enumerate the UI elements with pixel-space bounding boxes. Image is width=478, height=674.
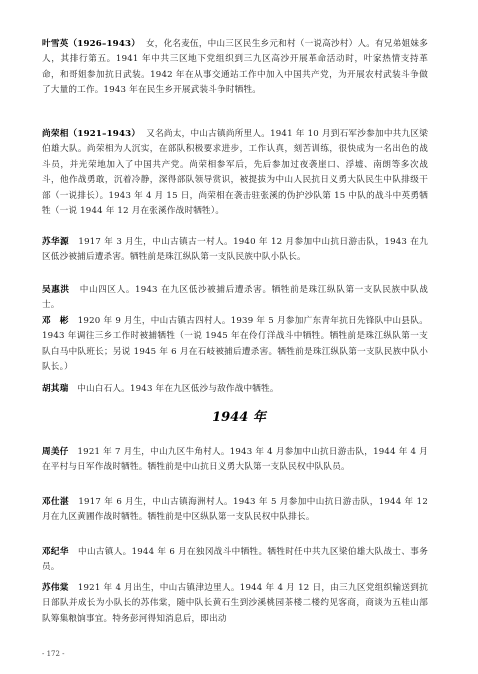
person-name: 邓仕湛 xyxy=(42,496,69,507)
biography-entry xyxy=(42,382,428,398)
person-name: 邓纪华 xyxy=(42,546,69,557)
biography-entry xyxy=(42,235,428,266)
biography-entry xyxy=(42,314,428,376)
biography-text: 中山古镇人。1944 年 6 月在独冈战斗中牺牲。牺牲时任中共九区梁伯雄大队战士、事务员。 xyxy=(42,546,429,573)
biography-text: 中山四区人。1943 在九区低沙被捕后遭杀害。牺牲前是珠江纵队第一支队民族中队战士。 xyxy=(42,284,428,311)
biography-entry xyxy=(42,581,428,628)
biography-text: 1921 年 4 月出生，中山古镇津边里人。1944 年 4 月 12 日，由三九区党组织输送到抗日部队并成长为小队长的苏伟棠，随中队长黄石生到沙溪桃园茶楼二楼约见客商，商谈为五桂山部队筹集粮饷事宜。特务彭河得知消息后，即出动 xyxy=(42,582,428,624)
person-name: 苏华源 xyxy=(42,236,69,247)
biography-text: 中山白石人。1943 年在九区低沙与敌作战中牺牲。 xyxy=(77,383,279,394)
biography-entry xyxy=(42,545,428,576)
life-span: （1921–1943） xyxy=(68,128,141,139)
biography-entry xyxy=(42,127,428,220)
biography-text: 又名尚太，中山古镇尚所里人。1941 年 10 月到石军沙参加中共九区梁伯雄大队。尚荣相为人沉实，在部队积极要求进步，工作认真，刻苦训练，很快成为一名出色的战斗员，并光荣地加入了中国共产党。尚荣相参军后，先后参加过夜袭崖口、浮墟、南朗等多次战斗，他作战勇敢，沉着冷静，深得部队领导赏识，被提拔为中山人民抗日义勇大队民生中队排级干部（一说排长）。1943 年 4 月 15 日，尚荣相在袭击驻张溪的伪护沙队第 15 中队的战斗中英勇牺牲（一说 1944 年 12 月在张溪作战时牺牲）。 xyxy=(42,128,428,217)
person-name: 周美仔 xyxy=(42,446,69,457)
page-number: - 172 - xyxy=(42,650,65,658)
biography-entry xyxy=(42,445,428,476)
biography-entry xyxy=(42,495,428,526)
person-name: 邓 彬 xyxy=(42,315,69,326)
biography-text: 1917 年 6 月生，中山古镇海洲村人。1943 年 5 月参加中山抗日游击队，1944 年 12 月在九区黄圃作战时牺牲。牺牲前是中区纵队第一支队民权中队排长。 xyxy=(42,496,428,523)
person-name: 胡其瑞 xyxy=(42,383,69,394)
person-name: 吴惠洪 xyxy=(42,284,70,295)
biography-text: 1921 年 7 月生，中山九区牛角村人。1943 年 4 月参加中山抗日游击队，1944 年 4 月在平村与日军作战时牺牲。牺牲前是中山抗日义勇大队第一支队民权中队队员。 xyxy=(42,446,428,473)
life-span: （1926–1943） xyxy=(68,38,141,49)
person-name: 苏伟棠 xyxy=(42,582,69,593)
biography-entry xyxy=(42,283,428,314)
biography-text: 女，化名麦伍，中山三区民生乡元和村（一说高沙村）人。有兄弟姐妹多人，其排行第五。1941 年中共三区地下党组织到三九区高沙开展革命活动时，叶家热情支持革命，和哥姐参加抗日武装。1942 年在从事交通站工作中加入中国共产党，为开展农村武装斗争做了大量的工作。1943 年在民生乡开展武装斗争时牺牲。 xyxy=(42,38,428,96)
person-name: 尚荣相 xyxy=(42,128,69,139)
biography-entry xyxy=(42,37,428,99)
biography-text: 1917 年 3 月生，中山古镇古一村人。1940 年 12 月参加中山抗日游击队，1943 在九区低沙被捕后遭杀害。牺牲前是珠江纵队第一支队民族中队小队长。 xyxy=(42,236,429,263)
person-name: 叶雪英 xyxy=(42,38,69,49)
biography-text: 1920 年 9 月生，中山古镇古四村人。1939 年 5 月参加广东青年抗日先锋队中山县队。1943 年调往三乡工作时被捕牺牲（一说 1945 年在伶仃洋战斗中牺牲。牺牲前是珠江纵队第一支队白马中队班长；另说 1945 年 6 月在石岐被捕后遭杀害。牺牲前是珠江纵队第一支队民族中队小队长。） xyxy=(42,315,428,373)
year-heading: 1944 年 xyxy=(212,410,266,425)
